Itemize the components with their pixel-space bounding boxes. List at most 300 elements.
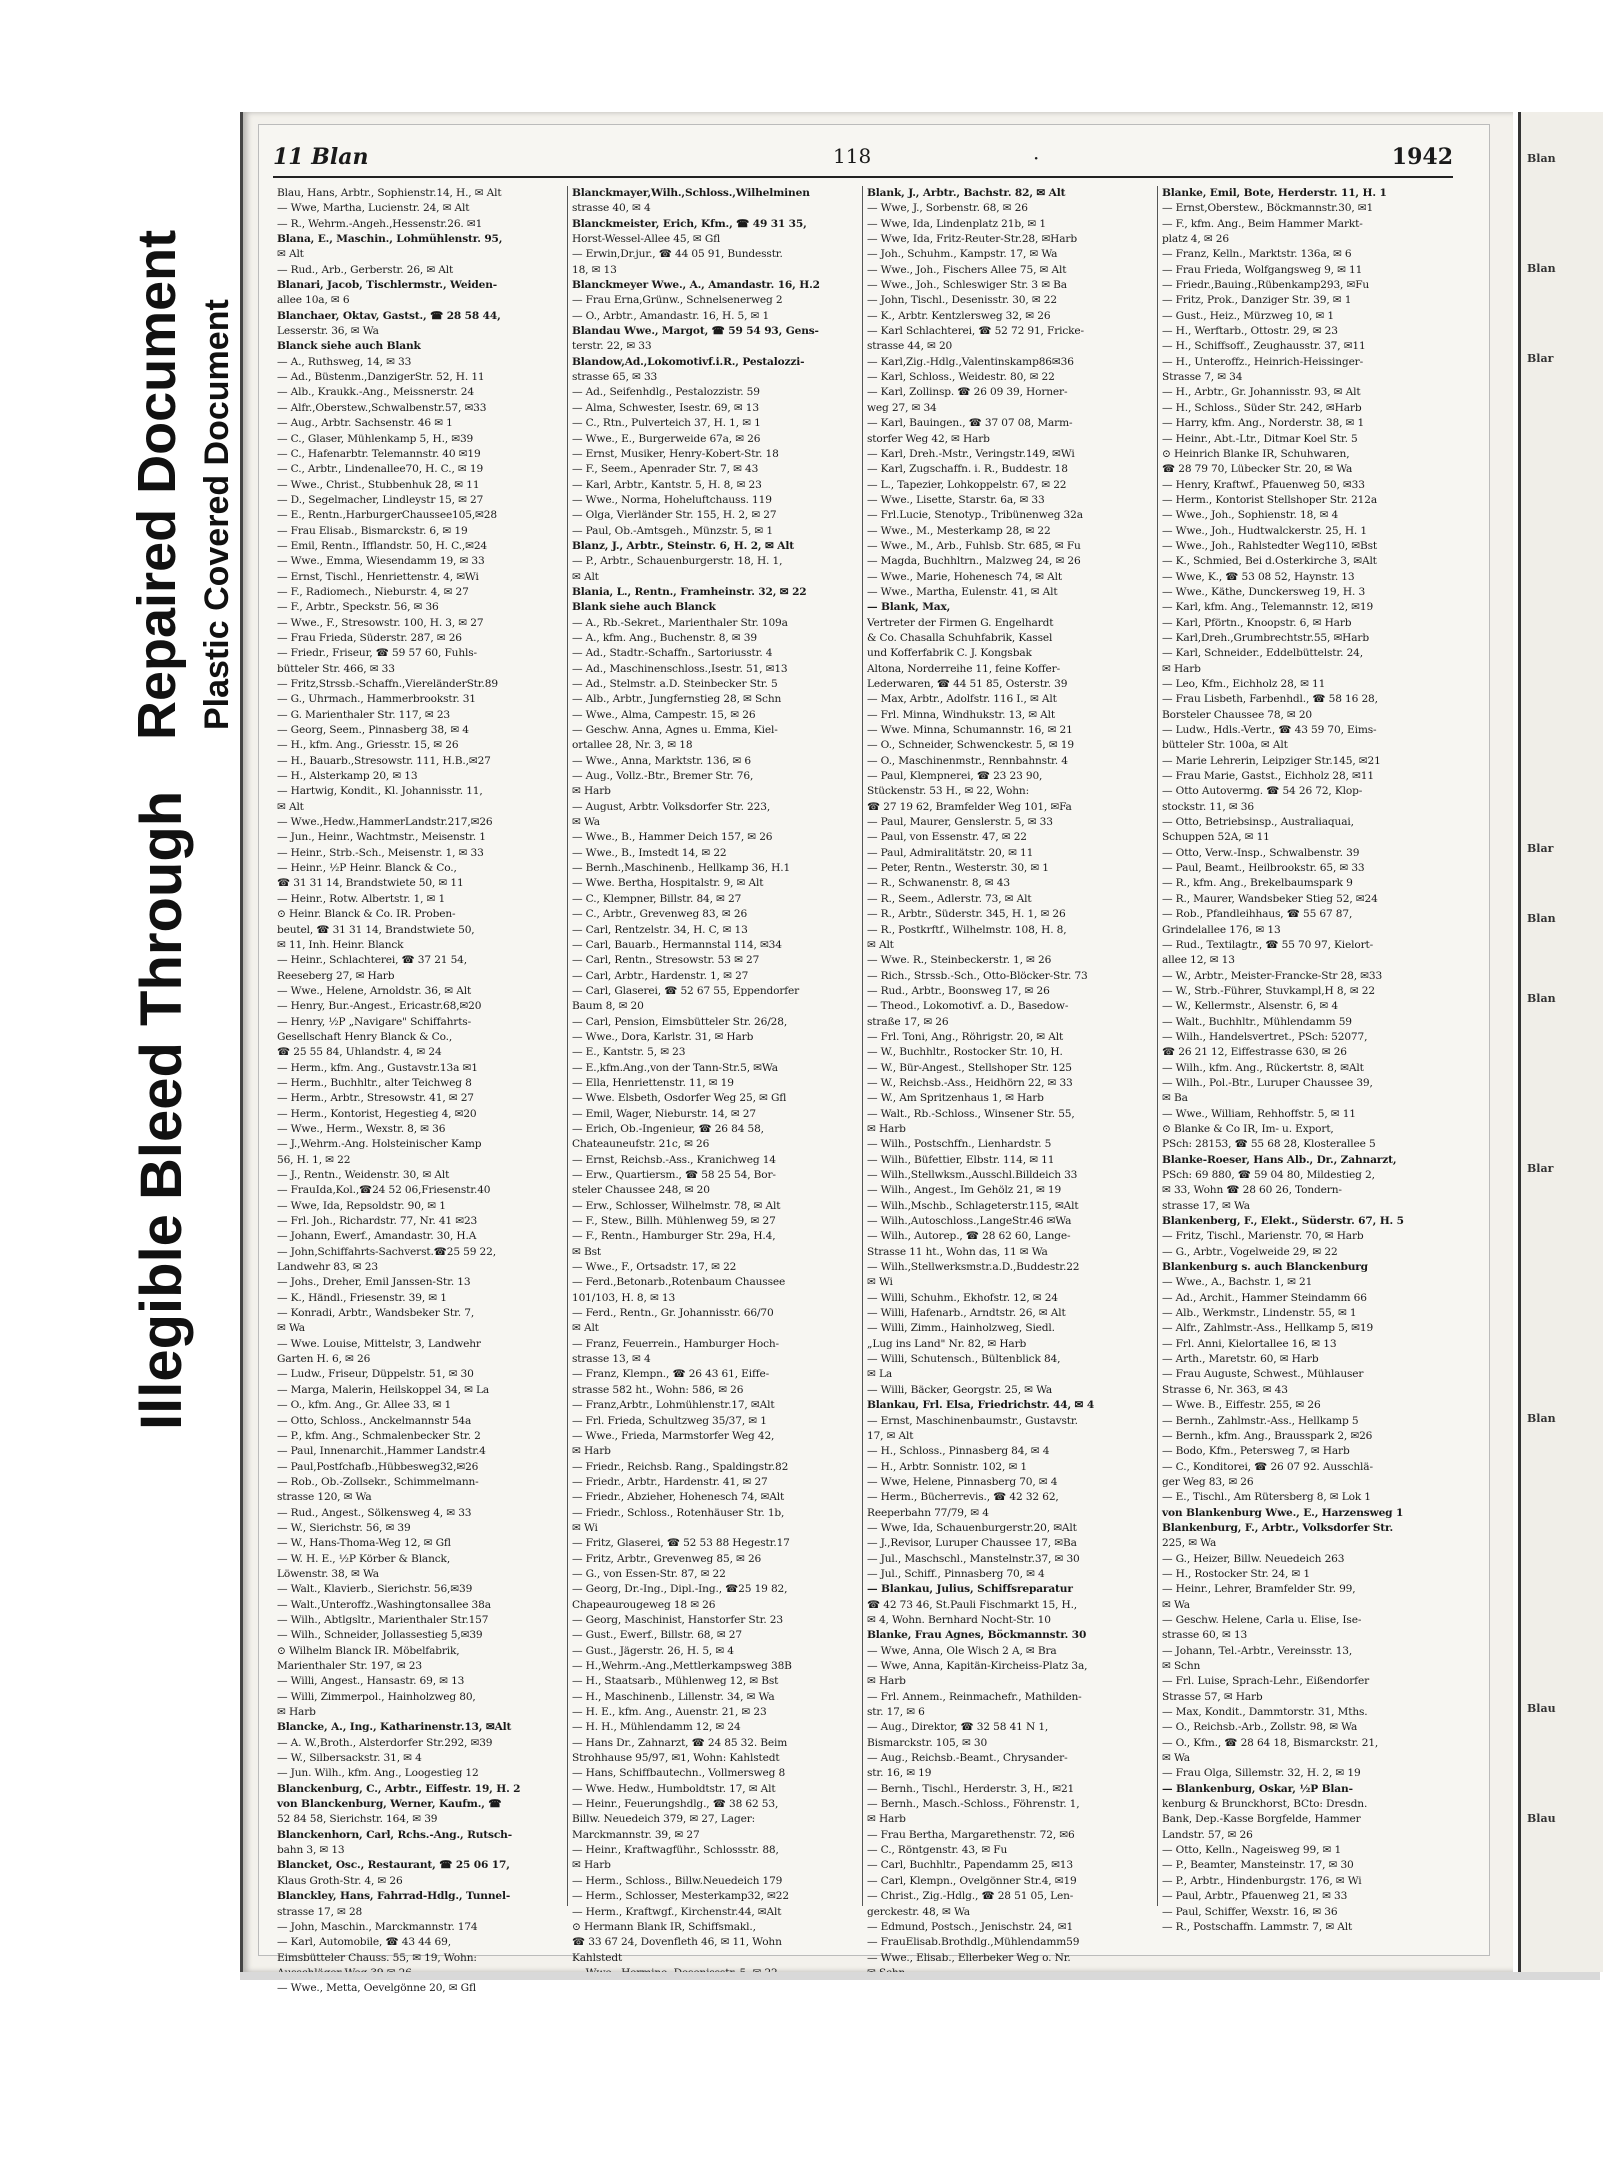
directory-entry-line: — Wilh.,Mschb., Schlageterstr.115, ✉Alt bbox=[867, 1199, 1079, 1212]
directory-entry-line: — Alb., Arbtr., Jungfernstieg 28, ✉ Schn bbox=[572, 693, 782, 706]
directory-entry-line: — W., Am Spritzenhaus 1, ✉ Harb bbox=[867, 1092, 1044, 1105]
directory-entry-line: — C., Arbtr., Lindenallee70, H. C., ✉ 19 bbox=[277, 463, 484, 476]
directory-entry-line: — A., Ruthsweg, 14, ✉ 33 bbox=[277, 355, 412, 368]
directory-entry-line: — Karl, Arbtr., Kantstr. 5, H. 8, ✉ 23 bbox=[572, 478, 762, 491]
directory-entry-line: — Herm., Arbtr., Stresowstr. 41, ✉ 27 bbox=[277, 1092, 474, 1105]
directory-entry-line: — Willi, Zimmerpol., Hainholzweg 80, bbox=[277, 1690, 476, 1703]
directory-entry-line: — P., Beamter, Mansteinstr. 17, ✉ 30 bbox=[1162, 1859, 1354, 1872]
directory-entry-line: ⊙ Blanke & Co IR, Im- u. Export, bbox=[1162, 1122, 1334, 1135]
directory-entry-line: — O., Kfm., ☎ 28 64 18, Bismarckstr. 21, bbox=[1162, 1736, 1379, 1749]
directory-entry-line: — Wwe., William, Rehhoffstr. 5, ✉ 11 bbox=[1162, 1107, 1356, 1120]
directory-entry-line: — Wwe., Herm., Wexstr. 8, ✉ 36 bbox=[277, 1122, 446, 1135]
directory-entry-line: — Marga, Malerin, Heilskoppel 34, ✉ La bbox=[277, 1383, 490, 1396]
directory-entry-line: — Wilh., Abtlgsltr., Marienthaler Str.157 bbox=[277, 1613, 489, 1626]
directory-entry-line: — Ad., Seifenhdlg., Pestalozzistr. 59 bbox=[572, 386, 760, 399]
directory-entry-line: — R., Maurer, Wandsbeker Stieg 52, ✉24 bbox=[1162, 892, 1378, 905]
directory-entry-line: — Rich., Strssb.-Sch., Otto-Blöcker-Str. 73 bbox=[867, 969, 1088, 982]
directory-entry-line: — Carl, Bauarb., Hermannstal 114, ✉34 bbox=[572, 938, 782, 951]
directory-entry-line: — Ella, Henriettenstr. 11, ✉ 19 bbox=[572, 1076, 734, 1089]
directory-entry-line: — Fritz, Arbtr., Grevenweg 85, ✉ 26 bbox=[572, 1552, 762, 1565]
adjacent-page-fragment: Blar bbox=[1527, 352, 1554, 365]
adjacent-page-fragment: Blan bbox=[1527, 152, 1556, 165]
directory-entry-line: — Herm., Schloss., Billw.Neuedeich 179 bbox=[572, 1874, 783, 1887]
directory-entry-line: — Wwe., M., Arb., Fuhlsb. Str. 685, ✉ Fu bbox=[867, 539, 1081, 552]
directory-entry-line: — Alb., Werkmstr., Lindenstr. 55, ✉ 1 bbox=[1162, 1307, 1357, 1320]
directory-entry-line: — Paul, Klempnerei, ☎ 23 23 90, bbox=[867, 770, 1043, 783]
directory-entry-line: — Wilh., Postschffn., Lienhardstr. 5 bbox=[867, 1138, 1052, 1151]
directory-entry-line: — C., Hafenarbtr. Telemannstr. 40 ✉19 bbox=[277, 447, 481, 460]
directory-entry-line: bütteler Str. 100a, ✉ Alt bbox=[1162, 739, 1288, 752]
directory-entry-line: — A. W.,Broth., Alsterdorfer Str.292, ✉39 bbox=[277, 1736, 493, 1749]
directory-entry-line: — Fritz,Strssb.-Schaffn.,ViereländerStr.89 bbox=[277, 678, 498, 690]
directory-entry-line: — Wilh., Büfettier, Elbstr. 114, ✉ 11 bbox=[867, 1153, 1055, 1166]
directory-entry-line: — Paul,Postfchafb.,Hübbesweg32,✉26 bbox=[277, 1460, 479, 1473]
directory-entry-line: — Wilh., kfm. Ang., Rückertstr. 8, ✉Alt bbox=[1162, 1061, 1364, 1074]
directory-entry-line: — Paul, Ob.-Amtsgeh., Münzstr. 5, ✉ 1 bbox=[572, 524, 773, 537]
directory-entry-line: — Hans Dr., Zahnarzt, ☎ 24 85 32. Beim bbox=[572, 1736, 788, 1749]
directory-entry-line: — Wwe., B., Imstedt 14, ✉ 22 bbox=[572, 846, 727, 859]
directory-entry-line: Bank, Dep.-Kasse Borgfelde, Hammer bbox=[1162, 1813, 1361, 1826]
directory-entry-line: — F., kfm. Ang., Beim Hammer Markt- bbox=[1162, 217, 1363, 230]
directory-entry-line: — G., Heizer, Billw. Neuedeich 263 bbox=[1162, 1552, 1345, 1565]
directory-entry-line: — K., Arbtr. Kentzlersweg 32, ✉ 26 bbox=[867, 309, 1051, 322]
directory-entry-line: — Wwe., Norma, Hoheluftchauss. 119 bbox=[572, 493, 772, 506]
directory-entry-line: — Heinr., Rotw. Albertstr. 1, ✉ 1 bbox=[277, 892, 446, 905]
directory-entry-line: storfer Weg 42, ✉ Harb bbox=[867, 432, 990, 445]
directory-entry-line: Blanckenburg, C., Arbtr., Eiffestr. 19, H. 2 bbox=[277, 1782, 521, 1795]
directory-entry-line: Horst-Wessel-Allee 45, ✉ Gfl bbox=[572, 233, 721, 246]
directory-entry-line: — Wwe., Alma, Campestr. 15, ✉ 26 bbox=[572, 708, 756, 721]
directory-entry-line: — John, Tischl., Desenisstr. 30, ✉ 22 bbox=[867, 294, 1057, 307]
directory-entry-line: — E., Tischl., Am Rütersberg 8, ✉ Lok 1 bbox=[1162, 1491, 1371, 1504]
directory-entry-line: — Johs., Dreher, Emil Janssen-Str. 13 bbox=[277, 1276, 471, 1289]
directory-entry-line: ✉ Harb bbox=[572, 1859, 611, 1872]
directory-entry-line: — Konradi, Arbtr., Wandsbeker Str. 7, bbox=[277, 1307, 475, 1320]
directory-entry-line: Grindelallee 176, ✉ 13 bbox=[1162, 923, 1281, 936]
directory-entry-line: — Wilh.,Autoschloss.,LangeStr.46 ✉Wa bbox=[867, 1215, 1072, 1228]
directory-entry-line: — Bernh., Tischl., Herderstr. 3, H., ✉21 bbox=[867, 1782, 1075, 1795]
directory-entry-line: 17, ✉ Alt bbox=[867, 1429, 914, 1442]
adjacent-page-fragment: Blan bbox=[1527, 262, 1556, 275]
directory-entry-line: — Jul., Maschschl., Manstelnstr.37, ✉ 30 bbox=[867, 1552, 1080, 1565]
directory-entry-line: Strasse 11 ht., Wohn das, 11 ✉ Wa bbox=[867, 1245, 1048, 1258]
directory-entry-line: ⊙ Wilhelm Blanck IR. Möbelfabrik, bbox=[277, 1644, 460, 1657]
directory-entry-line: — Blank, Max, bbox=[867, 601, 951, 614]
directory-entry-line: — O., Arbtr., Amandastr. 16, H. 5, ✉ 1 bbox=[572, 309, 770, 322]
directory-entry-line: — Georg, Seem., Pinnasberg 38, ✉ 4 bbox=[277, 724, 469, 737]
directory-entry-line: und Kofferfabrik C. J. Kongsbak bbox=[867, 647, 1032, 660]
directory-entry-line: — P., kfm. Ang., Schmalenbecker Str. 2 bbox=[277, 1429, 481, 1442]
directory-entry-line: — Rud., Arbtr., Boonsweg 17, ✉ 26 bbox=[867, 984, 1050, 997]
directory-columns bbox=[273, 186, 1453, 1995]
directory-entry-line: — Wwe., B., Hammer Deich 157, ✉ 26 bbox=[572, 831, 773, 844]
directory-entry-line: von Blankenburg Wwe., E., Harzensweg 1 bbox=[1162, 1506, 1404, 1519]
directory-entry-line: — Wwe, Anna, Kapitän-Kircheiss-Platz 3a, bbox=[867, 1660, 1088, 1672]
directory-entry-line: Blanckmeister, Erich, Kfm., ☎ 49 31 35, bbox=[572, 217, 807, 230]
directory-entry-line: — Wwe. Minna, Schumannstr. 16, ✉ 21 bbox=[867, 724, 1073, 737]
directory-entry-line: — E.,kfm.Ang.,von der Tann-Str.5, ✉Wa bbox=[572, 1061, 778, 1074]
directory-entry-line: — Herm., kfm. Ang., Gustavstr.13a ✉1 bbox=[277, 1061, 478, 1074]
directory-entry-line: strasse 60, ✉ 13 bbox=[1162, 1629, 1248, 1642]
directory-entry-line: — Wwe. Louise, Mittelstr, 3, Landwehr bbox=[277, 1337, 481, 1350]
directory-entry-line: — Peter, Rentn., Westerstr. 30, ✉ 1 bbox=[867, 862, 1049, 875]
directory-entry-line: Blankau, Frl. Elsa, Friedrichstr. 44, ✉ 4 bbox=[867, 1399, 1095, 1412]
directory-entry-line: ⊙ Heinrich Blanke IR, Schuhwaren, bbox=[1162, 447, 1350, 460]
directory-entry-line: — Willi, Schuhm., Ekhofstr. 12, ✉ 24 bbox=[867, 1291, 1058, 1304]
directory-entry-line: strasse 582 ht., Wohn: 586, ✉ 26 bbox=[572, 1383, 744, 1396]
directory-entry-line: ✉ 11, Inh. Heinr. Blanck bbox=[277, 938, 404, 951]
directory-entry-line: — O., Reichsb.-Arb., Zollstr. 98, ✉ Wa bbox=[1162, 1721, 1358, 1734]
directory-entry-line: — Paul, Maurer, Genslerstr. 5, ✉ 33 bbox=[867, 816, 1053, 829]
directory-entry-line: ☎ 31 31 14, Brandstwiete 50, ✉ 11 bbox=[277, 877, 464, 890]
directory-entry-line: — Willi, Schutensch., Bültenblick 84, bbox=[867, 1353, 1061, 1366]
directory-entry-line: ✉ Harb bbox=[867, 1675, 906, 1688]
directory-entry-line: Eimsbütteler Chauss. 55, ✉ 19, Wohn: bbox=[277, 1951, 477, 1964]
directory-entry-line: — Paul, von Essenstr. 47, ✉ 22 bbox=[867, 831, 1027, 844]
directory-entry-line: ✉ 4, Wohn. Bernhard Nocht-Str. 10 bbox=[867, 1613, 1051, 1626]
directory-entry-line: stockstr. 11, ✉ 36 bbox=[1162, 800, 1254, 813]
directory-entry-line: — Alfr., Zahlmstr.-Ass., Hellkamp 5, ✉19 bbox=[1162, 1322, 1374, 1335]
directory-entry-line: — Ad., Archit., Hammer Steindamm 66 bbox=[1162, 1291, 1367, 1304]
directory-entry-line: Kahlstedt bbox=[572, 1951, 623, 1964]
directory-entry-line: bahn 3, ✉ 13 bbox=[277, 1844, 345, 1857]
directory-entry-line: ☎ 42 73 46, St.Pauli Fischmarkt 15, H., bbox=[867, 1598, 1078, 1611]
directory-entry-line: — Herm., Kontorist, Hegestieg 4, ✉20 bbox=[277, 1107, 477, 1120]
directory-column-1 bbox=[273, 186, 568, 1995]
directory-entry-line: ✉ Harb bbox=[867, 1813, 906, 1826]
directory-entry-line: Blau, Hans, Arbtr., Sophienstr.14, H., ✉ Alt bbox=[277, 187, 502, 199]
directory-entry-line: — Willi, Angest., Hansastr. 69, ✉ 13 bbox=[277, 1675, 465, 1688]
directory-entry-line: — Wwe.,Hedw.,HammerLandstr.217,✉26 bbox=[277, 816, 493, 829]
directory-entry-line: — Wwe. R., Steinbeckerstr. 1, ✉ 26 bbox=[867, 954, 1052, 967]
directory-entry-line: Blancket, Osc., Restaurant, ☎ 25 06 17, bbox=[277, 1859, 510, 1872]
directory-entry-line: — G., Uhrmach., Hammerbrookstr. 31 bbox=[277, 693, 476, 706]
header-year: 1942 bbox=[1391, 144, 1453, 170]
directory-entry-line: — Erwin,Dr.jur., ☎ 44 05 91, Bundesstr. bbox=[572, 248, 783, 261]
directory-entry-line: — Wwe., M., Mesterkamp 28, ✉ 22 bbox=[867, 524, 1051, 537]
directory-entry-line: — Gust., Ewerf., Billstr. 68, ✉ 27 bbox=[572, 1629, 742, 1642]
directory-entry-line: ✉ Alt bbox=[867, 938, 894, 951]
directory-entry-line: Blanke-Roeser, Hans Alb., Dr., Zahnarzt, bbox=[1162, 1153, 1397, 1166]
directory-entry-line: Baum 8, ✉ 20 bbox=[572, 1000, 644, 1013]
directory-entry-line: ✉ Alt bbox=[572, 1322, 599, 1335]
directory-entry-line: Strasse 7, ✉ 34 bbox=[1162, 371, 1243, 384]
scan-bottom-shadow bbox=[240, 1972, 1600, 1980]
directory-entry-line: PSch: 69 880, ☎ 59 04 80, Mildestieg 2, bbox=[1162, 1169, 1375, 1181]
directory-entry-line: — Ludw., Hdls.-Vertr., ☎ 43 59 70, Eims- bbox=[1162, 724, 1377, 737]
directory-entry-line: Gesellschaft Henry Blanck & Co., bbox=[277, 1030, 453, 1043]
directory-entry-line: — Carl, Rentn., Stresowstr. 53 ✉ 27 bbox=[572, 954, 760, 967]
directory-entry-line: — Wwe., Emma, Wiesendamm 19, ✉ 33 bbox=[277, 555, 485, 568]
directory-column-3 bbox=[863, 186, 1158, 1964]
directory-entry-line: — Ad., Stadtr.-Schaffn., Sartoriusstr. 4 bbox=[572, 647, 773, 660]
directory-entry-line: strasse 40, ✉ 4 bbox=[572, 202, 651, 215]
directory-entry-line: ✉ Alt bbox=[277, 248, 304, 261]
directory-entry-line: — Willi, Bäcker, Georgstr. 25, ✉ Wa bbox=[867, 1383, 1053, 1396]
directory-entry-line: — John,Schiffahrts-Sachverst.☎25 59 22, bbox=[277, 1245, 496, 1258]
directory-entry-line: Schuppen 52A, ✉ 11 bbox=[1162, 831, 1270, 844]
directory-entry-line: Löwenstr. 38, ✉ Wa bbox=[277, 1567, 379, 1580]
directory-entry-line: — Frl. Toni, Ang., Röhrigstr. 20, ✉ Alt bbox=[867, 1030, 1064, 1043]
directory-entry-line: — H., Rostocker Str. 24, ✉ 1 bbox=[1162, 1567, 1310, 1580]
directory-entry-line: — Joh., Schuhm., Kampstr. 17, ✉ Wa bbox=[867, 248, 1058, 261]
directory-entry-line: — G., von Essen-Str. 87, ✉ 22 bbox=[572, 1567, 726, 1580]
directory-entry-line: — Henry, Bur.-Angest., Ericastr.68,✉20 bbox=[277, 1000, 482, 1013]
directory-entry-line: PSch: 28153, ☎ 55 68 28, Klosterallee 5 bbox=[1162, 1138, 1376, 1151]
directory-entry-line: — Frl. Minna, Windhukstr. 13, ✉ Alt bbox=[867, 708, 1056, 721]
directory-entry-line: — Wwe, K., ☎ 53 08 52, Haynstr. 13 bbox=[1162, 570, 1355, 583]
directory-entry-line: — R., Postkrftf., Wilhelmstr. 108, H. 8, bbox=[867, 923, 1067, 936]
directory-entry-line: — Karl, Schneider., Eddelbüttelstr. 24, bbox=[1162, 647, 1363, 660]
directory-entry-line: — Wwe., F., Ortsadstr. 17, ✉ 22 bbox=[572, 1261, 737, 1274]
directory-entry-line: beutel, ☎ 31 31 14, Brandstwiete 50, bbox=[277, 923, 475, 936]
directory-entry-line: — Herm., Schlosser, Mesterkamp32, ✉22 bbox=[572, 1890, 789, 1903]
directory-entry-line: — K., Händl., Friesenstr. 39, ✉ 1 bbox=[277, 1291, 447, 1304]
directory-entry-line: — H., Arbtr., Gr. Johannisstr. 93, ✉ Alt bbox=[1162, 386, 1361, 399]
directory-entry-line: — Franz, Feuerrein., Hamburger Hoch- bbox=[572, 1337, 779, 1350]
directory-entry-line: Blandau Wwe., Margot, ☎ 59 54 93, Gens- bbox=[572, 325, 819, 338]
directory-entry-line: — Karl Schlachterei, ☎ 52 72 91, Fricke- bbox=[867, 325, 1084, 338]
directory-entry-line: — W., Silbersackstr. 31, ✉ 4 bbox=[277, 1752, 422, 1765]
directory-entry-line: ✉ Wa bbox=[277, 1322, 305, 1335]
directory-entry-line: — Wwe., Joh., Fischers Allee 75, ✉ Alt bbox=[867, 263, 1067, 276]
directory-entry-line: — FrauIda,Kol.,☎24 52 06,Friesenstr.40 bbox=[277, 1184, 491, 1197]
directory-entry-line: — G. Marienthaler Str. 117, ✉ 23 bbox=[277, 708, 451, 721]
directory-entry-line: ✉ Wi bbox=[572, 1521, 598, 1534]
directory-entry-line: — Willi, Hafenarb., Arndtstr. 26, ✉ Alt bbox=[867, 1307, 1066, 1320]
directory-entry-line: ⊙ Heinr. Blanck & Co. IR. Proben- bbox=[277, 908, 456, 921]
directory-entry-line: — H., Staatsarb., Mühlenweg 12, ✉ Bst bbox=[572, 1675, 779, 1688]
directory-entry-line: Blanari, Jacob, Tischlermstr., Weiden- bbox=[277, 279, 498, 292]
directory-entry-line: Blancke, A., Ing., Katharinenstr.13, ✉Alt bbox=[277, 1721, 512, 1734]
adjacent-page-fragment: Blau bbox=[1527, 1702, 1556, 1715]
directory-entry-line: — F., Radiomech., Nieburstr. 4, ✉ 27 bbox=[277, 585, 469, 598]
directory-entry-line: — Friedr., Friseur, ☎ 59 57 60, Fuhls- bbox=[277, 647, 477, 660]
directory-entry-line: — Wwe., E., Burgerweide 67a, ✉ 26 bbox=[572, 432, 761, 445]
directory-entry-line: — Wwe., Joh., Sophienstr. 18, ✉ 4 bbox=[1162, 509, 1339, 522]
directory-entry-line: — Geschw. Anna, Agnes u. Emma, Kiel- bbox=[572, 724, 778, 737]
directory-entry-line: — C., Glaser, Mühlenkamp 5, H., ✉39 bbox=[277, 432, 474, 445]
directory-entry-line: — W., Sierichstr. 56, ✉ 39 bbox=[277, 1521, 411, 1534]
directory-entry-line: — W., Reichsb.-Ass., Heidhörn 22, ✉ 33 bbox=[867, 1076, 1073, 1089]
directory-entry-line: — Karl, Pförtn., Knoopstr. 6, ✉ Harb bbox=[1162, 616, 1352, 629]
directory-entry-line: ger Weg 83, ✉ 26 bbox=[1162, 1475, 1254, 1488]
directory-entry-line: — R., kfm. Ang., Brekelbaumspark 9 bbox=[1162, 877, 1353, 890]
directory-entry-line: — Edmund, Postsch., Jenischstr. 24, ✉1 bbox=[867, 1920, 1074, 1933]
directory-entry-line: — Ernst, Musiker, Henry-Kobert-Str. 18 bbox=[572, 447, 779, 460]
directory-entry-line: strasse 120, ✉ Wa bbox=[277, 1491, 372, 1504]
directory-entry-line: Blanckmayer,Wilh.,Schloss.,Wilhelminen bbox=[572, 187, 810, 199]
directory-entry-line: Strohhause 95/97, ✉1, Wohn: Kahlstedt bbox=[572, 1752, 780, 1765]
directory-entry-line: — Wwe., Helene, Arnoldstr. 36, ✉ Alt bbox=[277, 984, 472, 997]
annotation-label-strip bbox=[0, 0, 236, 2177]
directory-entry-line: — Wwe., Christ., Stubbenhuk 28, ✉ 11 bbox=[277, 478, 480, 491]
directory-entry-line: — Rob., Pfandleihhaus, ☎ 55 67 87, bbox=[1162, 908, 1353, 921]
directory-entry-line: — John, Maschin., Marckmannstr. 174 bbox=[277, 1920, 478, 1933]
directory-entry-line: Blanchaer, Oktav, Gastst., ☎ 28 58 44, bbox=[277, 309, 501, 322]
directory-entry-line: ✉ Harb bbox=[867, 1122, 906, 1135]
directory-entry-line: Billw. Neuedeich 379, ✉ 27, Lager: bbox=[572, 1813, 756, 1826]
directory-entry-line: Lesserstr. 36, ✉ Wa bbox=[277, 325, 379, 338]
directory-entry-line: — Paul, Innenarchit.,Hammer Landstr.4 bbox=[277, 1445, 486, 1458]
directory-entry-line: — C., Arbtr., Grevenweg 83, ✉ 26 bbox=[572, 908, 748, 921]
directory-entry-line: — Wwe. Hedw., Humboldtstr. 17, ✉ Alt bbox=[572, 1782, 776, 1795]
directory-entry-line: — Arth., Maretstr. 60, ✉ Harb bbox=[1162, 1353, 1319, 1366]
directory-entry-line: ✉ 33, Wohn ☎ 28 60 26, Tondern- bbox=[1162, 1184, 1342, 1197]
directory-entry-line: Blankenburg s. auch Blanckenburg bbox=[1162, 1261, 1368, 1274]
directory-entry-line: — Wwe, Anna, Ole Wisch 2 A, ✉ Bra bbox=[867, 1644, 1057, 1657]
directory-entry-line: — Leo, Kfm., Eichholz 28, ✉ 11 bbox=[1162, 678, 1326, 690]
directory-entry-line: — Franz,Arbtr., Lohmühlenstr.17, ✉Alt bbox=[572, 1399, 775, 1412]
directory-entry-line: — D., Segelmacher, Lindleystr 15, ✉ 27 bbox=[277, 493, 484, 506]
adjacent-page-fragment: Blan bbox=[1527, 1412, 1556, 1425]
directory-entry-line: ⊙ Hermann Blank IR, Schiffsmakl., bbox=[572, 1920, 756, 1933]
directory-entry-line: allee 12, ✉ 13 bbox=[1162, 954, 1235, 967]
directory-entry-line: strasse 44, ✉ 20 bbox=[867, 340, 953, 353]
header-rule bbox=[273, 176, 1453, 178]
directory-entry-line: strasse 13, ✉ 4 bbox=[572, 1353, 651, 1366]
directory-entry-line: — Gust., Heiz., Mürzweg 10, ✉ 1 bbox=[1162, 309, 1334, 322]
directory-entry-line: ✉ Harb bbox=[572, 1445, 611, 1458]
page-header bbox=[273, 144, 1453, 174]
directory-entry-line: & Co. Chasalla Schuhfabrik, Kassel bbox=[867, 631, 1053, 644]
directory-entry-line: ✉ La bbox=[867, 1368, 892, 1381]
directory-entry-line: — Carl, Buchhltr., Papendamm 25, ✉13 bbox=[867, 1859, 1073, 1872]
directory-entry-line: — Fritz, Tischl., Marienstr. 70, ✉ Harb bbox=[1162, 1230, 1364, 1243]
directory-entry-line: — FrauElisab.Brothdlg.,Mühlendamm59 bbox=[867, 1936, 1080, 1949]
directory-entry-line: — Friedr., Abzieher, Hohenesch 74, ✉Alt bbox=[572, 1491, 785, 1504]
directory-entry-line: — Blankenburg, Oskar, ½P Blan- bbox=[1162, 1782, 1353, 1795]
directory-entry-line: — W. H. E., ½P Körber & Blanck, bbox=[277, 1552, 451, 1565]
directory-entry-line: ✉ Harb bbox=[1162, 662, 1201, 675]
directory-entry-line: — Max, Kondit., Dammtorstr. 31, Mths. bbox=[1162, 1706, 1368, 1719]
directory-entry-line: — W., Kellermstr., Alsenstr. 6, ✉ 4 bbox=[1162, 1000, 1338, 1013]
directory-entry-line: — J.,Revisor, Luruper Chaussee 17, ✉Ba bbox=[867, 1537, 1077, 1550]
directory-entry-line: — Alb., Kraukk.-Ang., Meissnerstr. 24 bbox=[277, 386, 474, 399]
directory-entry-line: — Frl. Anni, Kielortallee 16, ✉ 13 bbox=[1162, 1337, 1337, 1350]
directory-entry-line: 18, ✉ 13 bbox=[572, 263, 617, 276]
directory-entry-line: str. 17, ✉ 6 bbox=[867, 1706, 925, 1719]
directory-entry-line: Blanke, Emil, Bote, Herderstr. 11, H. 1 bbox=[1162, 187, 1387, 199]
directory-entry-line: platz 4, ✉ 26 bbox=[1162, 233, 1229, 246]
directory-entry-line: — Herm., Kraftwgf., Kirchenstr.44, ✉Alt bbox=[572, 1905, 782, 1918]
directory-entry-line: Blanckmeyer Wwe., A., Amandastr. 16, H.2 bbox=[572, 279, 820, 292]
directory-entry-line: Strasse 6, Nr. 363, ✉ 43 bbox=[1162, 1383, 1288, 1396]
directory-entry-line: — Wilh.,Stellwerksmstr.a.D.,Buddestr.22 bbox=[867, 1261, 1080, 1274]
directory-entry-line: — Otto, Schloss., Anckelmannstr 54a bbox=[277, 1414, 472, 1427]
directory-entry-line: — Frl. Luise, Sprach-Lehr., Eißendorfer bbox=[1162, 1675, 1369, 1688]
directory-entry-line: — Georg, Maschinist, Hanstorfer Str. 23 bbox=[572, 1613, 783, 1626]
directory-entry-line: — Otto Autovermg. ☎ 54 26 72, Klop- bbox=[1162, 785, 1363, 798]
directory-entry-line: — Heinr., ½P Heinr. Blanck & Co., bbox=[277, 862, 457, 875]
page-number: 118 bbox=[833, 144, 872, 168]
directory-entry-line: — C., Konditorei, ☎ 26 07 92. Ausschlä- bbox=[1162, 1460, 1373, 1473]
directory-entry-line: — E., Rentn.,HarburgerChaussee105,✉28 bbox=[277, 509, 497, 522]
directory-entry-line: ✉ Wi bbox=[867, 1276, 893, 1289]
directory-entry-line: — Wwe, Martha, Lucienstr. 24, ✉ Alt bbox=[277, 202, 470, 215]
directory-entry-line: — Wwe, Ida, Lindenplatz 21b, ✉ 1 bbox=[867, 217, 1046, 230]
directory-entry-line: — Frl.Lucie, Stenotyp., Tribünenweg 32a bbox=[867, 509, 1083, 522]
directory-entry-line: — Ernst,Oberstew., Böckmannstr.30, ✉1 bbox=[1162, 202, 1374, 215]
directory-entry-line: — C., Röntgenstr. 43, ✉ Fu bbox=[867, 1844, 1008, 1857]
directory-entry-line: — Henry, Kraftwf., Pfauenweg 50, ✉33 bbox=[1162, 478, 1365, 491]
directory-entry-line: — Wilh., Handelsvertret., PSch: 52077, bbox=[1162, 1030, 1368, 1043]
directory-entry-line: Blankenberg, F., Elekt., Süderstr. 67, H. 5 bbox=[1162, 1215, 1404, 1228]
directory-entry-line: — Wilh., Autorep., ☎ 28 62 60, Lange- bbox=[867, 1230, 1071, 1243]
directory-entry-line: Blanz, J., Arbtr., Steinstr. 6, H. 2, ✉ Alt bbox=[572, 539, 794, 552]
directory-entry-line: — Georg, Dr.-Ing., Dipl.-Ing., ☎25 19 82, bbox=[572, 1583, 788, 1596]
directory-entry-line: — Henry, ½P „Navigare" Schiffahrts- bbox=[277, 1015, 472, 1028]
directory-entry-line: — H., kfm. Ang., Griesstr. 15, ✉ 26 bbox=[277, 739, 459, 752]
directory-entry-line: — Paul, Beamt., Heilbrookstr. 65, ✉ 33 bbox=[1162, 862, 1365, 875]
directory-entry-line: — Frau Auguste, Schwest., Mühlauser bbox=[1162, 1368, 1364, 1381]
adjacent-page-edge bbox=[1518, 112, 1603, 1972]
directory-entry-line: — Wwe, Ida, Schauenburgerstr.20, ✉Alt bbox=[867, 1521, 1077, 1534]
adjacent-page-fragment: Blau bbox=[1527, 1812, 1556, 1825]
directory-entry-line: — Magda, Buchhltrn., Malzweg 24, ✉ 26 bbox=[867, 555, 1081, 568]
directory-entry-line: ✉ Wa bbox=[1162, 1598, 1190, 1611]
directory-entry-line: 225, ✉ Wa bbox=[1162, 1537, 1217, 1550]
directory-entry-line: — F., Rentn., Hamburger Str. 29a, H.4, bbox=[572, 1230, 776, 1243]
directory-entry-line: — H., Bauarb.,Stresowstr. 111, H.B.,✉27 bbox=[277, 754, 491, 767]
directory-entry-line: Blanke, Frau Agnes, Böckmannstr. 30 bbox=[867, 1629, 1087, 1642]
directory-entry-line: — H., Schiffsoff., Zeughausstr. 37, ✉11 bbox=[1162, 340, 1366, 353]
directory-entry-line: — Wwe. B., Eiffestr. 255, ✉ 26 bbox=[1162, 1399, 1321, 1412]
directory-entry-line: — Frau Frieda, Süderstr. 287, ✉ 26 bbox=[277, 631, 462, 644]
directory-entry-line: — Wwe., Dora, Karlstr. 31, ✉ Harb bbox=[572, 1030, 754, 1043]
directory-entry-line: ✉ Ba bbox=[1162, 1092, 1188, 1105]
directory-page bbox=[240, 112, 1513, 1995]
directory-entry-line: — Frau Elisab., Bismarckstr. 6, ✉ 19 bbox=[277, 524, 468, 537]
adjacent-page-fragment: Blar bbox=[1527, 842, 1554, 855]
directory-entry-line: — Heinr., Schlachterei, ☎ 37 21 54, bbox=[277, 954, 467, 967]
directory-entry-line: — H.,Wehrm.-Ang.,Mettlerkampsweg 38B bbox=[572, 1660, 792, 1672]
directory-entry-line: Garten H. 6, ✉ 26 bbox=[277, 1353, 371, 1366]
directory-entry-line: — Wwe., Elisab., Ellerbeker Weg o. Nr. bbox=[867, 1951, 1071, 1964]
directory-entry-line: strasse 65, ✉ 33 bbox=[572, 371, 658, 384]
directory-entry-line: — Ludw., Friseur, Düppelstr. 51, ✉ 30 bbox=[277, 1368, 474, 1381]
directory-entry-line: — J.,Wehrm.-Ang. Holsteinischer Kamp bbox=[277, 1138, 482, 1151]
directory-entry-line: — Wwe., Joh., Hudtwalckerstr. 25, H. 1 bbox=[1162, 524, 1367, 537]
directory-entry-line: — Walt., Buchhltr., Mühlendamm 59 bbox=[1162, 1015, 1352, 1028]
directory-entry-line: — H., Arbtr. Sonnistr. 102, ✉ 1 bbox=[867, 1460, 1027, 1473]
directory-entry-line: von Blanckenburg, Werner, Kaufm., ☎ bbox=[277, 1798, 502, 1811]
directory-entry-line: — Alma, Schwester, Isestr. 69, ✉ 13 bbox=[572, 401, 759, 414]
directory-entry-line: — L., Tapezier, Lohkoppelstr. 67, ✉ 22 bbox=[867, 478, 1067, 491]
directory-entry-line: — Karl, Dreh.-Mstr., Veringstr.149, ✉Wi bbox=[867, 447, 1075, 460]
directory-entry-line: — Wwe., Anna, Marktstr. 136, ✉ 6 bbox=[572, 754, 752, 767]
directory-entry-line: — Hans, Schiffbautechn., Vollmersweg 8 bbox=[572, 1767, 786, 1780]
directory-entry-line: — Aug., Direktor, ☎ 32 58 41 N 1, bbox=[867, 1721, 1049, 1734]
directory-entry-line: — Blankau, Julius, Schiffsreparatur bbox=[867, 1583, 1073, 1596]
directory-entry-line: ✉ Harb bbox=[277, 1706, 316, 1719]
directory-entry-line: — F., Seem., Apenrader Str. 7, ✉ 43 bbox=[572, 463, 759, 476]
directory-entry-line: 52 84 58, Sierichstr. 164, ✉ 39 bbox=[277, 1813, 438, 1826]
directory-entry-line: — Wwe., Joh., Schleswiger Str. 3 ✉ Ba bbox=[867, 279, 1067, 292]
directory-entry-line: — Olga, Vierländer Str. 155, H. 2, ✉ 27 bbox=[572, 509, 777, 522]
directory-entry-line: — Wwe, Ida, Fritz-Reuter-Str.28, ✉Harb bbox=[867, 233, 1077, 246]
directory-entry-line: strasse 17, ✉ 28 bbox=[277, 1905, 363, 1918]
directory-entry-line: — Jun. Wilh., kfm. Ang., Loogestieg 12 bbox=[277, 1767, 479, 1780]
directory-entry-line: gerckestr. 48, ✉ Wa bbox=[867, 1905, 970, 1918]
directory-entry-line: — Jul., Schiff., Pinnasberg 70, ✉ 4 bbox=[867, 1567, 1045, 1580]
adjacent-page-fragment: Blan bbox=[1527, 912, 1556, 925]
directory-entry-line: — Friedr., Reichsb. Rang., Spaldingstr.82 bbox=[572, 1460, 789, 1473]
directory-entry-line: — R., Wehrm.-Angeh.,Hessenstr.26. ✉1 bbox=[277, 217, 483, 230]
directory-entry-line: — Heinr., Strb.-Sch., Meisenstr. 1, ✉ 33 bbox=[277, 846, 484, 859]
directory-entry-line: — Ad., Büstenm.,DanzigerStr. 52, H. 11 bbox=[277, 371, 485, 384]
directory-entry-line: — W., Strb.-Führer, Stuvkampl,H 8, ✉ 22 bbox=[1162, 984, 1375, 997]
